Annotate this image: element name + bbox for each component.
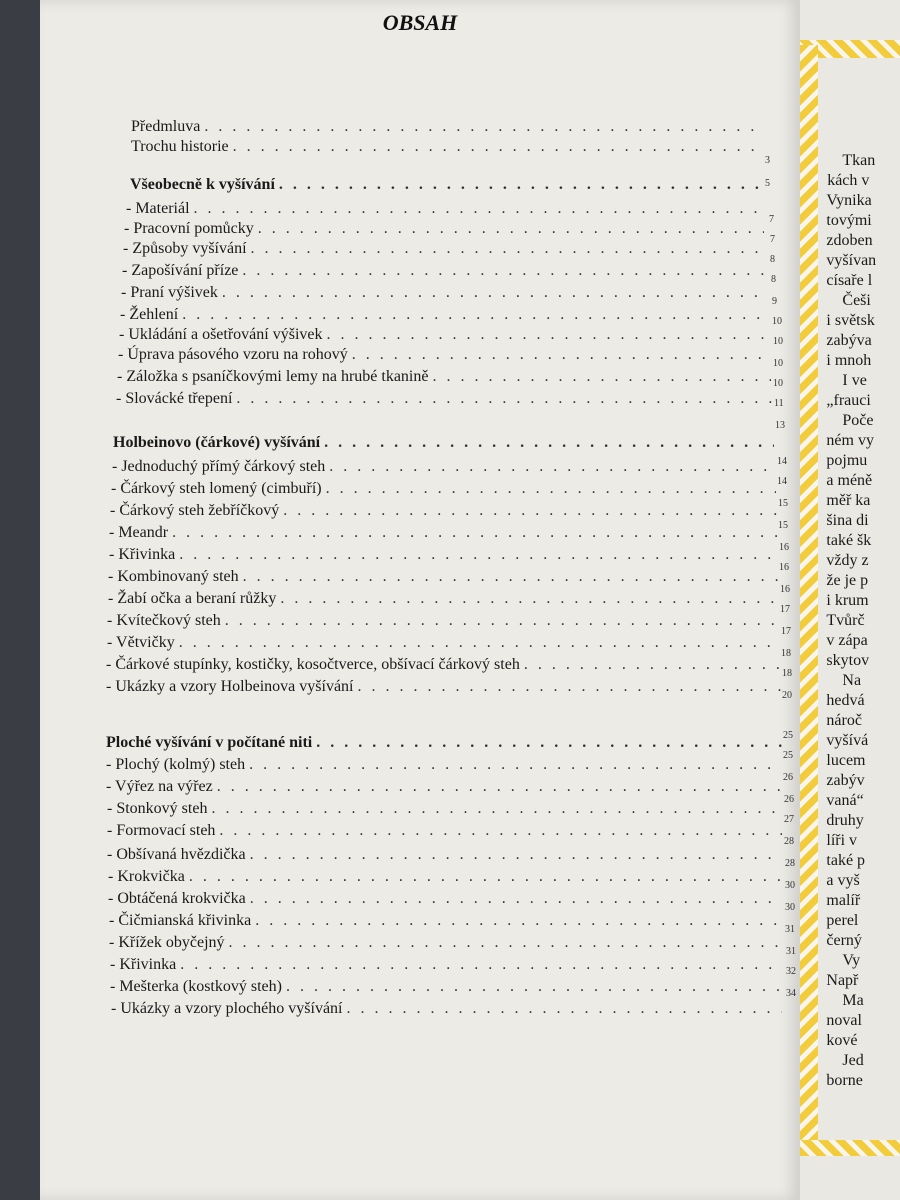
toc-entry-label: - Praní výšivek bbox=[121, 284, 218, 301]
toc-entry bbox=[122, 262, 766, 280]
leader-dots bbox=[233, 138, 760, 156]
toc-entry-label: - Krokvička bbox=[108, 868, 185, 885]
toc-entry-label: - Žabí očka a beraní růžky bbox=[108, 590, 277, 607]
facing-page-text-line: vyšívan bbox=[826, 252, 877, 269]
toc-page-number: 17 bbox=[781, 626, 791, 637]
toc-entry-label: - Žehlení bbox=[120, 306, 179, 323]
toc-entry-label: - Slovácké třepení bbox=[116, 390, 233, 407]
toc-entry bbox=[124, 220, 764, 238]
toc-entry bbox=[119, 326, 769, 344]
toc-entry bbox=[108, 590, 780, 608]
leader-dots bbox=[179, 546, 779, 564]
toc-page-number: 5 bbox=[765, 178, 770, 189]
toc-page-number: 18 bbox=[781, 648, 791, 659]
facing-page-text-line: a méně bbox=[826, 472, 873, 489]
toc-entry bbox=[110, 502, 777, 520]
toc-entry-label: - Meandr bbox=[109, 524, 169, 541]
toc-entry-label: - Čičmianská křivinka bbox=[109, 912, 252, 929]
toc-entry-label: - Kombinovaný steh bbox=[108, 568, 239, 585]
toc-page-number: 26 bbox=[784, 794, 794, 805]
toc-entry-label: Všeobecně k vyšívání bbox=[130, 176, 275, 193]
toc-entry-label: - Plochý (kolmý) steh bbox=[106, 756, 246, 773]
book-page bbox=[40, 0, 800, 1200]
toc-entry bbox=[121, 284, 767, 302]
toc-entry-label: - Ukázky a vzory Holbeinova vyšívání bbox=[106, 678, 354, 695]
leader-dots bbox=[179, 634, 781, 652]
leader-dots bbox=[329, 458, 775, 476]
facing-page-text-line: tovými bbox=[826, 212, 872, 229]
leader-dots bbox=[283, 502, 777, 520]
toc-entry bbox=[112, 458, 775, 476]
leader-dots bbox=[286, 978, 782, 996]
toc-page-number: 25 bbox=[783, 750, 793, 761]
toc-section-heading bbox=[113, 434, 774, 452]
toc-entry-label: - Výřez na výřez bbox=[106, 778, 213, 795]
toc-page-number: 14 bbox=[777, 456, 787, 467]
toc-entry-label: - Pracovní pomůcky bbox=[124, 220, 254, 237]
facing-page-text-line: hedvá bbox=[826, 692, 865, 709]
toc-entry bbox=[131, 118, 760, 136]
toc-page-number: 7 bbox=[769, 214, 774, 225]
leader-dots bbox=[242, 262, 766, 280]
table-of-contents bbox=[40, 0, 800, 1200]
toc-entry bbox=[109, 524, 778, 542]
toc-entry-label: - Způsoby vyšívání bbox=[123, 240, 247, 257]
toc-entry-label: - Čárkové stupínky, kostičky, kosočtverce, obšívací čárkový steh bbox=[106, 656, 520, 673]
toc-page-number: 30 bbox=[785, 902, 795, 913]
facing-page-text-line: také p bbox=[826, 852, 866, 869]
leader-dots bbox=[222, 284, 767, 302]
leader-dots bbox=[352, 346, 770, 364]
leader-dots bbox=[172, 524, 778, 542]
toc-entry bbox=[118, 346, 770, 364]
facing-page-text-line: císaře l bbox=[826, 272, 873, 289]
facing-page-text-line: malíř bbox=[826, 892, 861, 909]
decorative-border bbox=[800, 45, 818, 1155]
toc-page-number: 14 bbox=[777, 476, 787, 487]
toc-entry-label: - Stonkový steh bbox=[107, 800, 208, 817]
facing-page-text-line: zabýva bbox=[826, 332, 872, 349]
facing-page-text-line: Tvůrč bbox=[826, 612, 865, 629]
facing-page-text-line: lucem bbox=[826, 752, 866, 769]
facing-page-text-line: noval bbox=[826, 1012, 862, 1029]
toc-entry-label: Ploché vyšívání v počítané niti bbox=[106, 734, 313, 751]
toc-entry bbox=[107, 634, 781, 652]
leader-dots bbox=[255, 912, 782, 930]
leader-dots bbox=[189, 868, 782, 886]
toc-page-number: 3 bbox=[765, 155, 770, 166]
toc-entry-label: - Obtáčená krokvička bbox=[108, 890, 246, 907]
facing-page-text-line: šina di bbox=[826, 512, 869, 529]
leader-dots bbox=[327, 326, 770, 344]
toc-page-number: 28 bbox=[784, 836, 794, 847]
facing-page-text-line: i světsk bbox=[826, 312, 875, 329]
leader-dots bbox=[524, 656, 781, 674]
toc-page-number: 25 bbox=[783, 730, 793, 741]
facing-page-text-line: kách v bbox=[827, 172, 870, 189]
toc-page-number: 15 bbox=[778, 520, 788, 531]
toc-entry-label: - Záložka s psaníčkovými lemy na hrubé tkanině bbox=[117, 368, 429, 385]
toc-entry bbox=[107, 822, 782, 840]
toc-entry bbox=[131, 138, 760, 156]
toc-entry bbox=[109, 934, 782, 952]
toc-section-heading bbox=[106, 734, 782, 752]
leader-dots bbox=[225, 612, 781, 630]
toc-page-number: 7 bbox=[770, 234, 775, 245]
toc-page-number: 32 bbox=[786, 966, 796, 977]
toc-entry-label: - Křivinka bbox=[109, 546, 176, 563]
facing-page-text-line: Ma bbox=[842, 992, 864, 1009]
facing-page-text-line: Tkan bbox=[842, 152, 876, 169]
toc-entry bbox=[106, 656, 781, 674]
toc-page-number: 18 bbox=[782, 668, 792, 679]
toc-page-number: 8 bbox=[770, 254, 775, 265]
toc-page-number: 10 bbox=[773, 358, 783, 369]
toc-entry-label: - Čárkový steh lomený (cimbuří) bbox=[111, 480, 322, 497]
facing-page-text-line: Na bbox=[842, 672, 862, 689]
facing-page-text-line: černý bbox=[826, 932, 862, 949]
leader-dots bbox=[250, 846, 782, 864]
leader-dots bbox=[357, 678, 781, 696]
toc-entry-label: - Úprava pásového vzoru na rohový bbox=[118, 346, 348, 363]
toc-entry bbox=[108, 890, 782, 908]
toc-entry bbox=[108, 568, 780, 586]
leader-dots bbox=[432, 368, 771, 386]
leader-dots bbox=[250, 890, 782, 908]
toc-entry bbox=[126, 200, 764, 218]
facing-page-text-line: Vy bbox=[842, 952, 861, 969]
facing-page-text-line: borne bbox=[826, 1072, 863, 1089]
toc-page-number: 16 bbox=[779, 542, 789, 553]
toc-entry bbox=[120, 306, 768, 324]
leader-dots bbox=[204, 118, 760, 136]
toc-page-number: 16 bbox=[780, 584, 790, 595]
toc-page-number: 9 bbox=[772, 296, 777, 307]
facing-page-text-line: Vynika bbox=[826, 192, 872, 209]
toc-entry-label: - Křížek obyčejný bbox=[109, 934, 225, 951]
toc-entry-label: Holbeinovo (čárkové) vyšívání bbox=[113, 434, 321, 451]
toc-page-number: 34 bbox=[786, 988, 796, 999]
facing-page-text-line: Např bbox=[826, 972, 859, 989]
toc-page-number: 27 bbox=[784, 814, 794, 825]
toc-entry bbox=[106, 778, 782, 796]
toc-entry bbox=[106, 678, 781, 696]
facing-page-text-line: „frauci bbox=[826, 392, 871, 409]
facing-page-text-line: Češi bbox=[842, 292, 871, 309]
toc-entry bbox=[111, 480, 776, 498]
toc-entry-label: - Větvičky bbox=[107, 634, 175, 651]
toc-entry-label: - Mešterka (kostkový steh) bbox=[110, 978, 282, 995]
toc-entry-label: - Kvítečkový steh bbox=[107, 612, 221, 629]
leader-dots bbox=[316, 734, 782, 752]
toc-entry-label: - Ukládání a ošetřování výšivek bbox=[119, 326, 323, 343]
toc-page-number: 17 bbox=[780, 604, 790, 615]
leader-dots bbox=[279, 176, 762, 194]
toc-entry-label: - Zapošívání příze bbox=[122, 262, 239, 279]
toc-entry bbox=[110, 956, 782, 974]
toc-entry bbox=[111, 1000, 782, 1018]
toc-entry-label: Trochu historie bbox=[131, 138, 229, 155]
facing-page-text-line: skytov bbox=[826, 652, 870, 669]
leader-dots bbox=[236, 390, 772, 408]
facing-page-text-line: i krum bbox=[826, 592, 869, 609]
leader-dots bbox=[251, 240, 765, 258]
leader-dots bbox=[346, 1000, 782, 1018]
page-title: OBSAH bbox=[382, 10, 458, 35]
facing-page-text-line: v zápa bbox=[826, 632, 868, 649]
facing-page-text-line: zdoben bbox=[826, 232, 873, 249]
facing-page-text-line: Jed bbox=[842, 1052, 864, 1069]
facing-page-text-line: také šk bbox=[826, 532, 872, 549]
facing-page-text-line: nároč bbox=[826, 712, 862, 729]
leader-dots bbox=[194, 200, 764, 218]
leader-dots bbox=[280, 590, 780, 608]
leader-dots bbox=[249, 756, 782, 774]
toc-entry-label: - Materiál bbox=[126, 200, 190, 217]
toc-entry bbox=[123, 240, 765, 258]
leader-dots bbox=[219, 822, 782, 840]
facing-page-text-line: líři v bbox=[826, 832, 858, 849]
facing-page-text-line: i mnoh bbox=[826, 352, 872, 369]
leader-dots bbox=[180, 956, 782, 974]
toc-entry bbox=[107, 800, 782, 818]
toc-page-number: 28 bbox=[785, 858, 795, 869]
toc-entry-label: - Obšívaná hvězdička bbox=[107, 846, 246, 863]
toc-page-number: 8 bbox=[771, 274, 776, 285]
facing-page-text-line: kové bbox=[826, 1032, 858, 1049]
toc-entry bbox=[107, 612, 781, 630]
toc-entry-label: - Čárkový steh žebříčkový bbox=[110, 502, 280, 519]
facing-page-text-line: a vyš bbox=[826, 872, 860, 889]
facing-page-text-line: vyšívá bbox=[826, 732, 869, 749]
decorative-border-bottom bbox=[800, 1140, 900, 1156]
toc-page-number: 20 bbox=[782, 690, 792, 701]
toc-entry-label: - Křivinka bbox=[110, 956, 177, 973]
toc-page-number: 31 bbox=[786, 946, 796, 957]
leader-dots bbox=[324, 434, 774, 452]
toc-entry-label: - Ukázky a vzory plochého vyšívání bbox=[111, 1000, 343, 1017]
toc-page-number: 26 bbox=[783, 772, 793, 783]
toc-entry bbox=[109, 912, 782, 930]
toc-entry bbox=[106, 756, 782, 774]
toc-page-number: 10 bbox=[773, 378, 783, 389]
leader-dots bbox=[211, 800, 782, 818]
facing-page-text-line: Poče bbox=[842, 412, 874, 429]
facing-page-text-line: perel bbox=[826, 912, 859, 929]
toc-entry-label: - Formovací steh bbox=[107, 822, 216, 839]
toc-entry-label: - Jednoduchý přímý čárkový steh bbox=[112, 458, 326, 475]
facing-page-text-line: že je p bbox=[826, 572, 869, 589]
facing-page-text-line: zabýv bbox=[826, 772, 865, 789]
leader-dots bbox=[229, 934, 782, 952]
leader-dots bbox=[243, 568, 780, 586]
leader-dots bbox=[326, 480, 776, 498]
facing-page-text-line: pojmu bbox=[826, 452, 868, 469]
leader-dots bbox=[258, 220, 764, 238]
facing-page-text-line: vždy z bbox=[826, 552, 869, 569]
facing-page-text-line: I ve bbox=[842, 372, 867, 389]
toc-page-number: 16 bbox=[779, 562, 789, 573]
toc-entry bbox=[109, 546, 779, 564]
facing-page-text-line: druhy bbox=[826, 812, 864, 829]
leader-dots bbox=[182, 306, 768, 324]
toc-page-number: 11 bbox=[774, 398, 784, 409]
toc-page-number: 10 bbox=[773, 336, 783, 347]
toc-entry bbox=[116, 390, 772, 408]
toc-page-number: 31 bbox=[785, 924, 795, 935]
facing-page-text-line: měř ka bbox=[826, 492, 871, 509]
toc-entry bbox=[110, 978, 782, 996]
toc-entry bbox=[117, 368, 771, 386]
toc-page-number: 13 bbox=[775, 420, 785, 431]
toc-entry bbox=[107, 846, 782, 864]
facing-page-text-line: ném vy bbox=[826, 432, 874, 449]
toc-page-number: 10 bbox=[772, 316, 782, 327]
toc-entry-label: Předmluva bbox=[131, 118, 201, 135]
toc-section-heading bbox=[130, 176, 762, 194]
facing-page-text-line: vaná“ bbox=[826, 792, 864, 809]
leader-dots bbox=[217, 778, 782, 796]
toc-page-number: 30 bbox=[785, 880, 795, 891]
toc-page-number: 15 bbox=[778, 498, 788, 509]
toc-entry bbox=[108, 868, 782, 886]
